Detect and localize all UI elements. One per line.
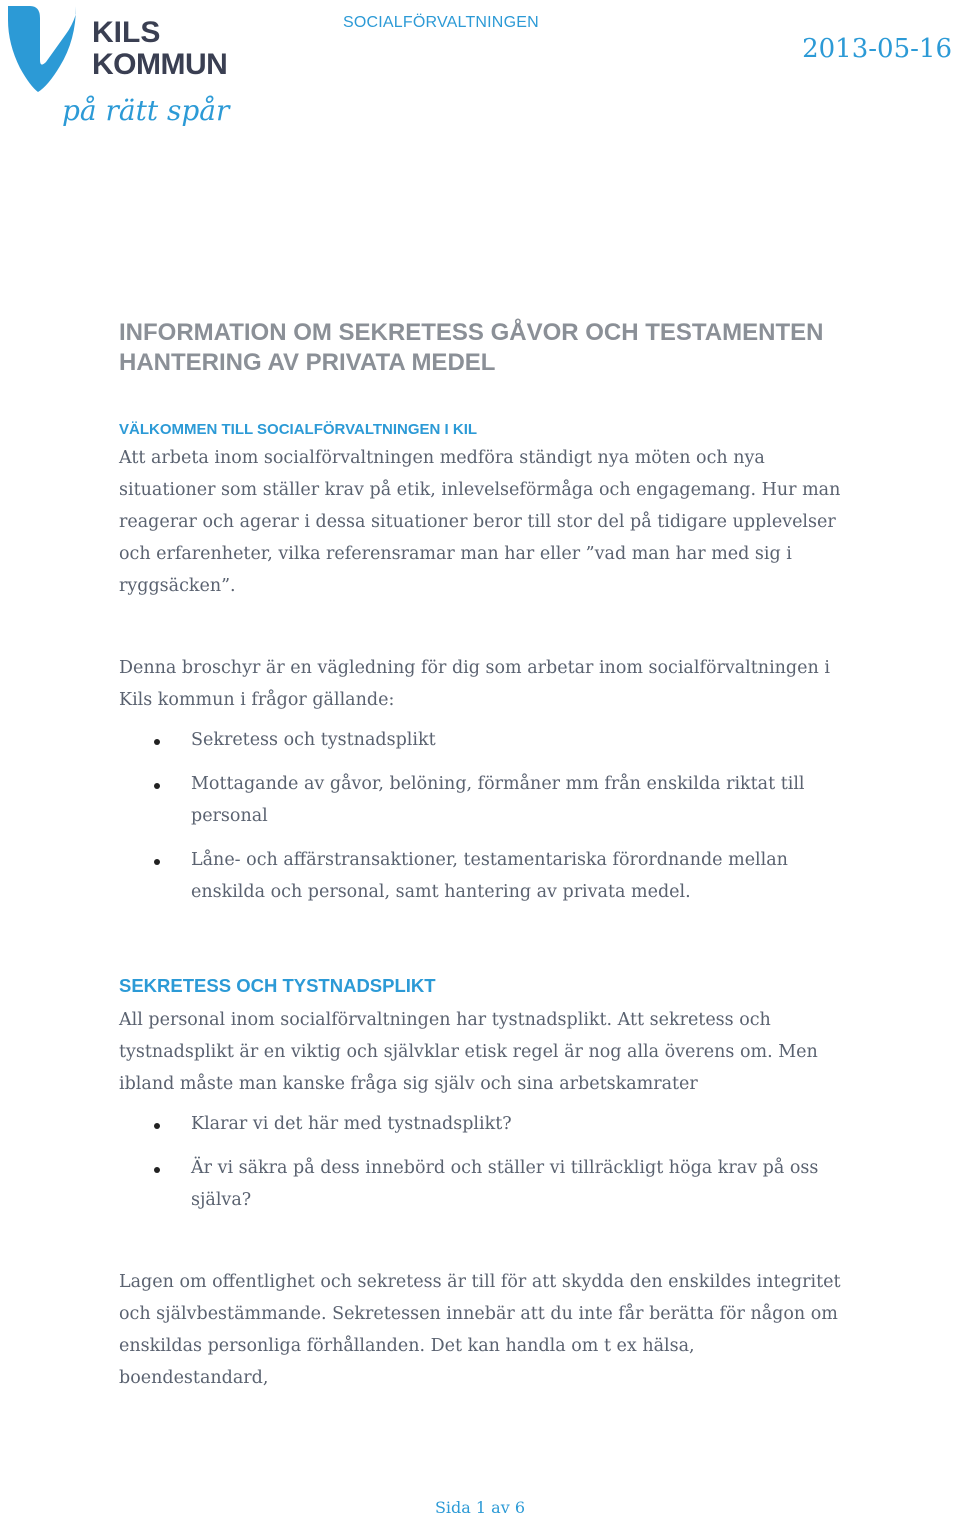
bullet-icon (154, 1123, 160, 1129)
bullet-icon (154, 1167, 160, 1173)
law-paragraph: Lagen om offentlighet och sekretess är till för att skydda den enskildes integritet och självbestämmande. Sekretessen innebär att du inte får berätta för någon om enskildas personliga förhållanden. Det kan handla om t ex hälsa, boendestandard, (119, 1272, 841, 1388)
section-heading-sekretess: SEKRETESS OCH TYSTNADSPLIKT (119, 975, 436, 996)
topic-text: Sekretess och tystnadsplikt (191, 730, 436, 750)
list-item (119, 1152, 849, 1216)
brochure-paragraph: Denna broschyr är en vägledning för dig som arbetar inom socialförvaltningen i Kils kommun i frågor gällande: (119, 658, 830, 710)
topic-text: Låne- och affärstransaktioner, testamentariska förordnande mellan enskilda och personal, samt hantering av privata medel. (191, 850, 788, 902)
kils-kommun-logo (0, 0, 240, 140)
list-item (119, 724, 849, 756)
document-body (119, 318, 849, 1394)
topics-list (119, 724, 849, 908)
question-text: Är vi säkra på dess innebörd och ställer vi tillräckligt höga krav på oss själva? (191, 1158, 819, 1210)
document-title (119, 318, 849, 378)
title-line-1: INFORMATION OM SEKRETESS GÅVOR OCH TESTAMENTEN (119, 319, 824, 346)
bullet-icon (154, 859, 160, 865)
bullet-icon (154, 783, 160, 789)
welcome-heading: VÄLKOMMEN TILL SOCIALFÖRVALTNINGEN I KIL (119, 421, 478, 438)
department-label: SOCIALFÖRVALTNINGEN (343, 14, 539, 31)
logo-tagline: på rätt spår (62, 94, 230, 127)
list-item (119, 1108, 849, 1140)
questions-list (119, 1108, 849, 1216)
logo-kils-text: KILS (92, 16, 161, 49)
logo-heart-shape (8, 6, 76, 92)
list-item (119, 844, 849, 908)
logo-kommun-text: KOMMUN (92, 48, 228, 81)
document-date: 2013-05-16 (802, 34, 952, 64)
list-item (119, 768, 849, 832)
intro-paragraph: Att arbeta inom socialförvaltningen medföra ständigt nya möten och nya situationer som ställer krav på etik, inlevelseförmåga och engagemang. Hur man reagerar och agerar i dessa situationer beror till stor del på tidigare upplevelser och erfarenheter, vilka referensramar man har eller ”vad man har med sig i ryggsäcken”. (119, 448, 841, 596)
question-text: Klarar vi det här med tystnadsplikt? (191, 1114, 512, 1134)
topic-text: Mottagande av gåvor, belöning, förmåner mm från enskilda riktat till personal (191, 774, 805, 826)
page-number: Sida 1 av 6 (434, 1498, 526, 1517)
section-paragraph: All personal inom socialförvaltningen har tystnadsplikt. Att sekretess och tystnadsplikt är en viktig och självklar etisk regel är nog alla överens om. Men ibland måste man kanske fråga sig själv och sina arbetskamrater (119, 1010, 818, 1094)
bullet-icon (154, 739, 160, 745)
title-line-2: HANTERING AV PRIVATA MEDEL (119, 349, 496, 376)
